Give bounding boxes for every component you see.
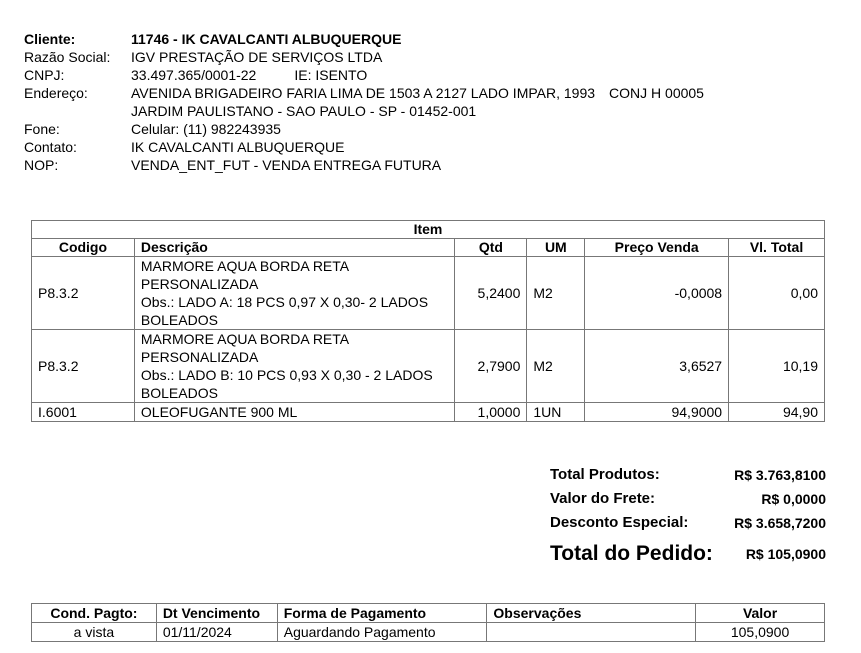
contato-value: IK CAVALCANTI ALBUQUERQUE xyxy=(131,139,345,155)
cnpj-value: 33.497.365/0001-22 xyxy=(131,67,257,83)
item-preco: 94,9000 xyxy=(585,403,729,422)
item-descricao xyxy=(134,257,455,330)
item-total: 94,90 xyxy=(729,403,825,422)
item-descricao xyxy=(134,330,455,403)
header-observacoes: Observações xyxy=(487,604,696,623)
cliente-label: Cliente: xyxy=(24,31,76,47)
header-forma-pagamento: Forma de Pagamento xyxy=(277,604,487,623)
razao-label: Razão Social: xyxy=(24,49,111,65)
header-preco: Preço Venda xyxy=(585,239,729,257)
item-preco: -0,0008 xyxy=(585,257,729,330)
total-produtos-value: R$ 3.763,8100 xyxy=(734,467,826,483)
header-qtd: Qtd xyxy=(455,239,527,257)
totals-block xyxy=(550,463,828,571)
desconto-label: Desconto Especial: xyxy=(550,514,689,531)
table-row xyxy=(32,330,825,403)
item-um: M2 xyxy=(527,330,585,403)
payment-header-row xyxy=(32,604,825,623)
header-um: UM xyxy=(527,239,585,257)
payment-table xyxy=(31,603,825,642)
items-table xyxy=(31,220,825,422)
item-codigo: P8.3.2 xyxy=(32,330,135,403)
item-descricao-text: MARMORE AQUA BORDA RETA PERSONALIZADA xyxy=(140,331,349,365)
pay-forma: Aguardando Pagamento xyxy=(277,623,487,642)
endereco-group xyxy=(131,84,704,102)
cnpj-label: CNPJ: xyxy=(24,67,65,83)
header-valor: Valor xyxy=(696,604,825,623)
item-obs: Obs.: LADO A: 18 PCS 0,97 X 0,30- 2 LADOS BOLEADOS xyxy=(140,294,429,328)
pay-valor: 105,0900 xyxy=(696,623,825,642)
item-qtd: 1,0000 xyxy=(455,403,527,422)
endereco-conj: CONJ H 00005 xyxy=(609,85,704,101)
item-codigo: I.6001 xyxy=(32,403,135,422)
table-row xyxy=(32,403,825,422)
item-codigo: P8.3.2 xyxy=(32,257,135,330)
frete-label: Valor do Frete: xyxy=(550,490,656,507)
endereco-label: Endereço: xyxy=(24,85,88,101)
desconto-row xyxy=(550,511,828,535)
item-um: 1UN xyxy=(527,403,585,422)
nop-label: NOP: xyxy=(24,157,59,173)
total-produtos-row xyxy=(550,463,828,487)
fone-value: Celular: (11) 982243935 xyxy=(131,121,281,137)
item-preco: 3,6527 xyxy=(585,330,729,403)
header-cond-pagto: Cond. Pagto: xyxy=(32,604,157,623)
item-total: 0,00 xyxy=(729,257,825,330)
item-qtd: 5,2400 xyxy=(455,257,527,330)
header-codigo: Codigo xyxy=(32,239,135,257)
header-descricao: Descrição xyxy=(134,239,455,257)
razao-value: IGV PRESTAÇÃO DE SERVIÇOS LTDA xyxy=(131,49,383,65)
item-qtd: 2,7900 xyxy=(455,330,527,403)
cliente-value: 11746 - IK CAVALCANTI ALBUQUERQUE xyxy=(131,31,402,47)
pay-cond: a vista xyxy=(32,623,157,642)
desconto-value: R$ 3.658,7200 xyxy=(734,515,826,531)
frete-row xyxy=(550,487,828,511)
total-pedido-label: Total do Pedido: xyxy=(550,542,713,565)
total-produtos-label: Total Produtos: xyxy=(550,466,660,483)
fone-label: Fone: xyxy=(24,121,60,137)
cnpj-ie-group xyxy=(131,66,367,84)
ie-value: IE: ISENTO xyxy=(294,67,368,83)
endereco-line1: AVENIDA BRIGADEIRO FARIA LIMA DE 1503 A 2127 LADO IMPAR, 1993 xyxy=(131,85,596,101)
item-total: 10,19 xyxy=(729,330,825,403)
endereco-line2: JARDIM PAULISTANO - SAO PAULO - SP - 01452-001 xyxy=(131,103,477,119)
total-pedido-value: R$ 105,0900 xyxy=(745,546,826,562)
items-header-row xyxy=(32,239,825,257)
item-descricao-text: MARMORE AQUA BORDA RETA PERSONALIZADA xyxy=(140,258,349,292)
item-descricao: OLEOFUGANTE 900 ML xyxy=(134,403,455,422)
header-total: Vl. Total xyxy=(729,239,825,257)
item-um: M2 xyxy=(527,257,585,330)
total-pedido-row xyxy=(550,537,828,571)
nop-value: VENDA_ENT_FUT - VENDA ENTREGA FUTURA xyxy=(131,157,442,173)
item-obs: Obs.: LADO B: 10 PCS 0,93 X 0,30 - 2 LADOS BOLEADOS xyxy=(140,367,433,401)
table-row xyxy=(32,257,825,330)
pay-obs xyxy=(487,623,696,642)
pay-vencimento: 01/11/2024 xyxy=(156,623,277,642)
contato-label: Contato: xyxy=(24,139,77,155)
header-vencimento: Dt Vencimento xyxy=(156,604,277,623)
table-row xyxy=(32,623,825,642)
frete-value: R$ 0,0000 xyxy=(761,491,826,507)
items-title: Item xyxy=(32,221,825,239)
